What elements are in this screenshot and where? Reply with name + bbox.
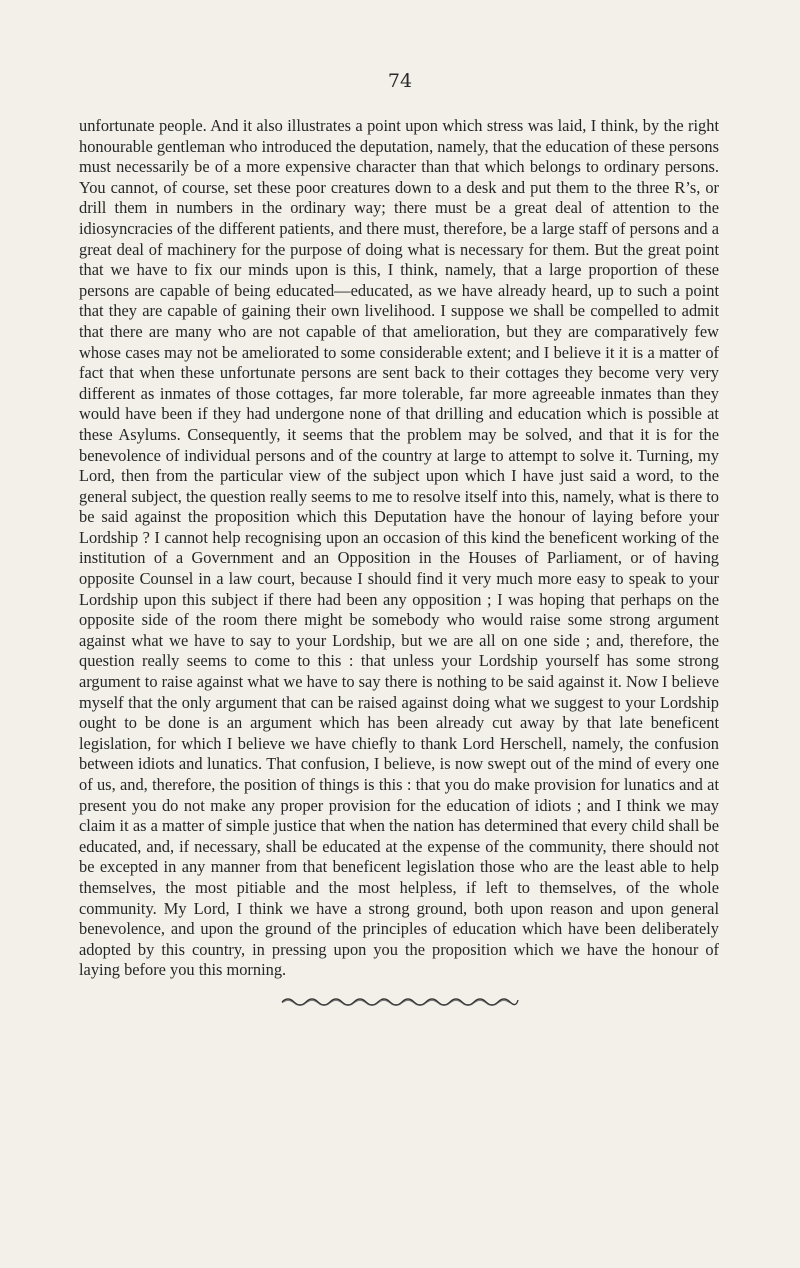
page-number: 74 (387, 70, 413, 92)
body-paragraph: unfortunate people. And it also illustrates a point upon which stress was laid, I think, by the right honourable gentleman who introduced the deputation, namely, that the education of these persons must necessarily be of a more expensive character than that which belongs to ordinary persons. You cannot, of course, set these poor creatures down to a desk and put them to the three R’s, or drill them in numbers in the ordinary way; there must be a great deal of attention to the idiosyncracies of the different patients, and there must, therefore, be a large staff of persons and a great deal of machinery for the purpose of doing what is necessary for them. But the great point that we have to fix our minds upon is this, I think, namely, that a large proportion of these persons are capable of being educated—educated, as we have already heard, up to such a point that they are capable of gaining their own livelihood. I suppose we shall be compelled to admit that there are many who are not capable of that amelioration, but they are comparatively few whose cases may not be ameliorated to some considerable extent; and I believe it it is a matter of fact that when these unfortunate persons are sent back to their cottages they become very very different as inmates of those cottages, far more tolerable, far more agreeable inmates than they would have been if they had undergone none of that drilling and education which is possible at these Asylums. Consequently, it seems that the problem may be solved, and that it is for the benevolence of individual persons and of the country at large to attempt to solve it. Turning, my Lord, then from the particular view of the subject upon which I have just said a word, to the general subject, the question really seems to me to resolve itself into this, namely, what is there to be said against the proposition which this Deputation have the honour of laying before your Lordship ? I cannot help recognising upon an occasion of this kind the beneficent working of the institution of a Government and an Opposition in the Houses of Parliament, or of having opposite Counsel in a law court, because I should find it very much more easy to speak to your Lordship upon this subject if there had been any opposition ; I was hoping that perhaps on the opposite side of the room there might be somebody who would raise some strong argument against what we have to say to your Lordship, but we are all on one side ; and, therefore, the question really seems to come to this : that unless your Lordship yourself has some strong argument to raise against what we have to say there is nothing to be said against it. Now I believe myself that the only argument that can be raised against doing what we suggest to your Lordship ought to be done is an argument which has been already cut away by that late beneficent legislation, for which I believe we have chiefly to thank Lord Herschell, namely, the confusion between idiots and lunatics. That confusion, I believe, is now swept out of the mind of every one of us, and, therefore, the position of things is this : that you do make provision for lunatics and at present you do not make any proper provision for the education of idiots ; and I think we may claim it as a matter of simple justice that when the nation has determined that every child shall be educated, and, if necessary, shall be educated at the expense of the community, there should not be excepted in any manner from that beneficent legislation those who are the least able to help themselves, the most pitiable and the most helpless, if left to themselves, of the whole community. My Lord, I think we have a strong ground, both upon reason and upon general benevolence, and upon the ground of the principles of education which have been deliberately adopted by this country, in pressing upon you the proposition which we have the honour of laying before you this morning. (79, 116, 719, 980)
wavy-rule-ornament-icon (0, 993, 800, 1011)
